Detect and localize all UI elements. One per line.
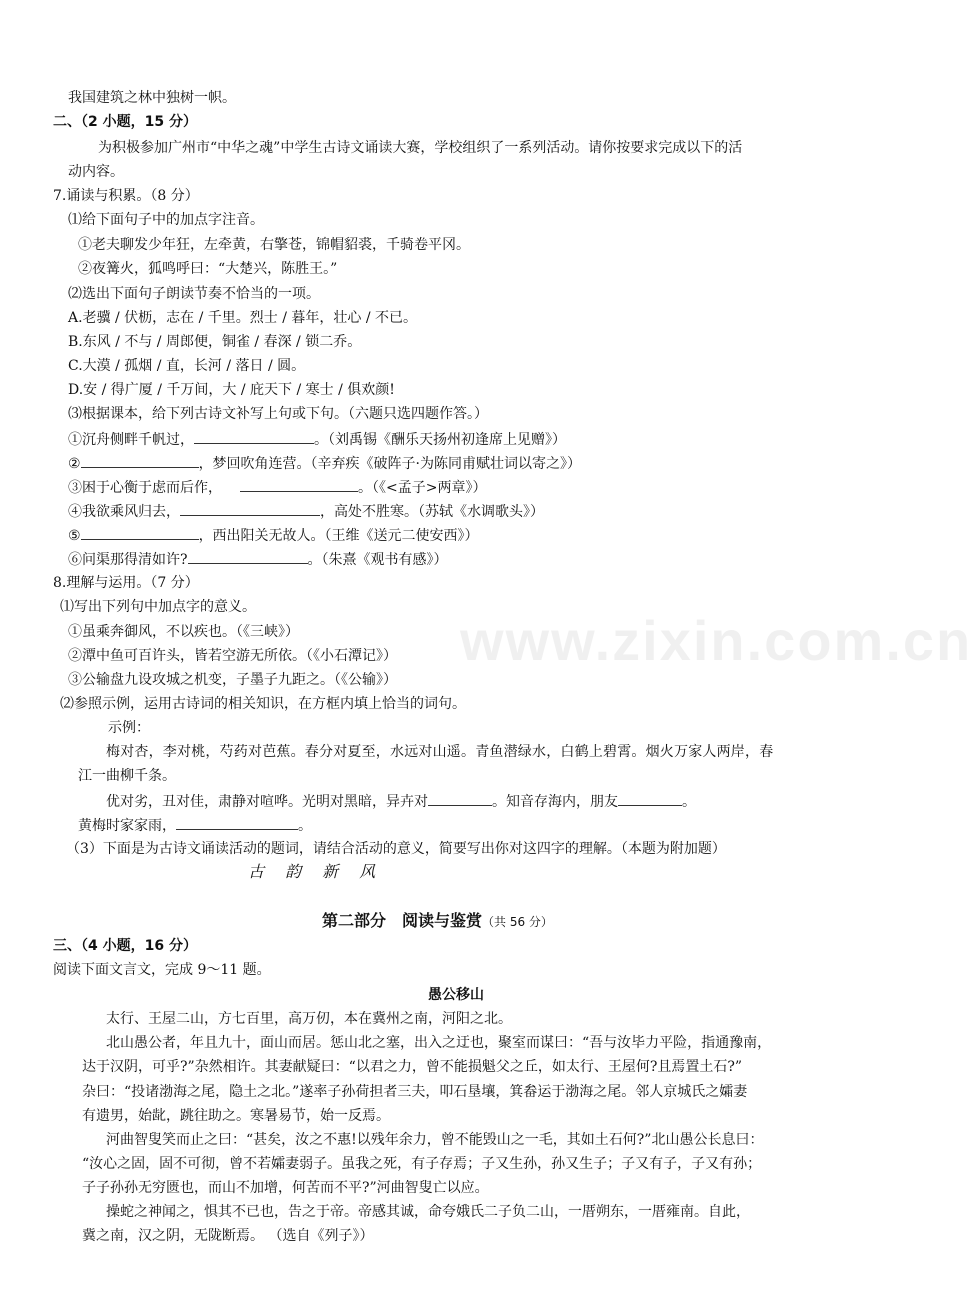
passage-text: 达于汉阴，可乎?”杂然相许。其妻献疑曰：“以君之力，曾不能损魁父之丘，如太行、王屋何?且焉置土石?” bbox=[82, 1059, 742, 1075]
text-line: ①虽乘奔御风，不以疾也。（《三峡》） bbox=[68, 624, 299, 640]
answer-blank[interactable] bbox=[81, 453, 199, 468]
answer-blank[interactable] bbox=[176, 815, 298, 830]
passage-title: 愚公移山 bbox=[428, 987, 484, 1003]
text-line: 阅读下面文言文，完成 9～11 题。 bbox=[53, 962, 271, 978]
passage-text: 河曲智叟笑而止之曰：“甚矣，汝之不惠!以残年余力，曾不能毁山之一毛，其如土石何?”北山愚公长息曰： bbox=[106, 1132, 764, 1148]
text-line: ①老夫聊发少年狂，左牵黄，右擎苍，锦帽貂裘，千骑卷平冈。 bbox=[78, 237, 470, 253]
text-line: ⑵参照示例，运用古诗词的相关知识，在方框内填上恰当的词句。 bbox=[60, 696, 466, 712]
text-line: （3）下面是为古诗文诵读活动的题词，请结合活动的意义，简要写出你对这四字的理解。（本题为附加题） bbox=[66, 841, 726, 857]
fill-line: ①沉舟侧畔千帆过， 。（刘禹锡《酬乐天扬州初逢席上见赠》） bbox=[68, 429, 566, 450]
motto: 古 韵 新 风 bbox=[248, 862, 384, 881]
passage-text: 操蛇之神闻之，惧其不已也，告之于帝。帝感其诚，命夸娥氏二子负二山，一厝朔东，一厝雍南。自此， bbox=[106, 1204, 750, 1220]
question-heading: 7.诵读与积累。（8 分） bbox=[53, 188, 199, 204]
text-line: 动内容。 bbox=[68, 164, 124, 180]
option-c: C.大漠 / 孤烟 / 直，长河 / 落日 / 圆。 bbox=[68, 358, 306, 374]
answer-blank[interactable] bbox=[194, 429, 314, 444]
watermark: www.zixin.com.cn bbox=[460, 609, 972, 672]
passage-text: 太行、王屋二山，方七百里，高万仞，本在冀州之南，河阳之北。 bbox=[106, 1011, 512, 1027]
option-b: B.东风 / 不与 / 周郎便，铜雀 / 春深 / 锁二乔。 bbox=[68, 334, 362, 350]
example-text: 梅对杏，李对桃，芍药对芭蕉。春分对夏至，水远对山遥。青鱼潜绿水，白鹤上碧霄。烟火万家人两岸，春 bbox=[106, 744, 774, 760]
fill-line: 黄梅时家家雨， 。 bbox=[78, 815, 312, 836]
example-text: 江一曲柳千条。 bbox=[78, 768, 176, 784]
text-line: ②潭中鱼可百许头，皆若空游无所依。（《小石潭记》） bbox=[68, 648, 397, 664]
fill-line: 优对劣，丑对佳，肃静对喧哗。光明对黑暗，异卉对 。知音存海内，朋友 。 bbox=[106, 791, 696, 812]
text-line: ⑵选出下面句子朗读节奏不恰当的一项。 bbox=[68, 286, 320, 302]
answer-blank[interactable] bbox=[180, 501, 320, 516]
passage-text: “汝心之固，固不可彻，曾不若孀妻弱子。虽我之死，有子存焉；子又生孙，孙又生子；子又有子，子又有孙； bbox=[82, 1156, 762, 1172]
option-a: A.老骥 / 伏枥，志在 / 千里。烈士 / 暮年，壮心 / 不已。 bbox=[68, 310, 418, 326]
section-heading: 二、（2 小题，15 分） bbox=[53, 114, 197, 130]
answer-blank[interactable] bbox=[81, 525, 199, 540]
option-d: D.安 / 得广厦 / 千万间，大 / 庇天下 / 寒士 / 俱欢颜! bbox=[68, 382, 395, 398]
passage-text: 有遗男，始龀，跳往助之。寒暑易节，始一反焉。 bbox=[82, 1108, 390, 1124]
fill-line: ③困于心衡于虑而后作， 。（《<孟子>两章》） bbox=[68, 477, 486, 498]
text-line: ⑴给下面句子中的加点字注音。 bbox=[68, 212, 264, 228]
passage-text: 杂曰：“投诸渤海之尾，隐土之北。”遂率子孙荷担者三夫，叩石垦壤，箕畚运于渤海之尾。邻人京城氏之孀妻 bbox=[82, 1084, 748, 1100]
text-line: 我国建筑之林中独树一帜。 bbox=[68, 90, 236, 106]
fill-line: ⑥问渠那得清如许? 。（朱熹《观书有感》） bbox=[68, 549, 448, 570]
passage-text: 北山愚公者，年且九十，面山而居。惩山北之塞，出入之迂也，聚室而谋曰：“吾与汝毕力平险，指通豫南， bbox=[106, 1035, 772, 1051]
text-line: 为积极参加广州市“中华之魂”中学生古诗文诵读大赛，学校组织了一系列活动。请你按要求完成以下的活 bbox=[98, 140, 743, 156]
answer-blank[interactable] bbox=[188, 549, 308, 564]
fill-line: ⑤ ，西出阳关无故人。（王维《送元二使安西》） bbox=[68, 525, 479, 546]
question-heading: 8.理解与运用。（7 分） bbox=[53, 575, 199, 591]
text-line: ⑴写出下列句中加点字的意义。 bbox=[60, 599, 256, 615]
fill-line: ② ，梦回吹角连营。（辛弃疾《破阵子·为陈同甫赋壮词以寄之》） bbox=[68, 453, 581, 474]
text-line: ⑶根据课本，给下列古诗文补写上句或下句。（六题只选四题作答。） bbox=[68, 406, 488, 422]
passage-text: 子子孙孙无穷匮也，而山不加增，何苦而不平?”河曲智叟亡以应。 bbox=[82, 1180, 489, 1196]
section-heading: 三、（4 小题，16 分） bbox=[53, 938, 197, 954]
fill-line: ④我欲乘风归去， ，高处不胜寒。（苏轼《水调歌头》） bbox=[68, 501, 544, 522]
answer-blank[interactable] bbox=[240, 477, 358, 492]
text-line: ③公输盘九设攻城之机变，子墨子九距之。（《公输》） bbox=[68, 672, 397, 688]
text-line: ②夜篝火，狐鸣呼曰：“大楚兴，陈胜王。” bbox=[78, 261, 338, 277]
part-title: 第二部分 阅读与鉴赏（共 56 分） bbox=[322, 911, 553, 930]
text-line: 示例： bbox=[108, 720, 150, 736]
passage-text: 冀之南，汉之阴，无陇断焉。 （选自《列子》） bbox=[82, 1228, 374, 1244]
answer-blank[interactable] bbox=[618, 791, 682, 806]
answer-blank[interactable] bbox=[428, 791, 492, 806]
